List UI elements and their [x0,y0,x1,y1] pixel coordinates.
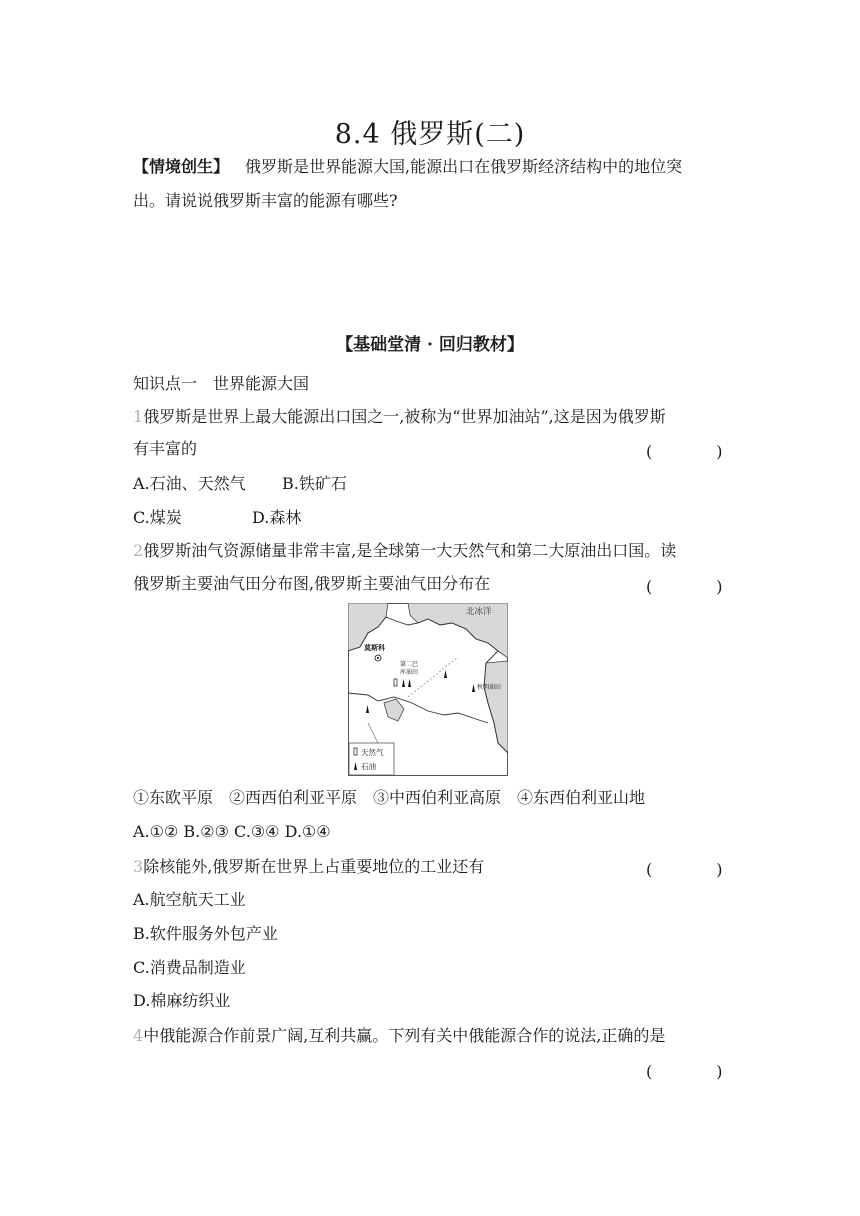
knowledge-point: 知识点一 世界能源大国 [133,374,310,393]
q3-option-a: A.航空航天工业 [133,890,246,909]
gas-marker [394,679,397,686]
q3-number: 3 [133,857,144,876]
q2-stem: 俄罗斯油气资源储量非常丰富,是全球第一大天然气和第二大原油出口国。读 [143,541,677,560]
samotlor-label: 秋明油田 [477,684,502,691]
intro-line-1 [133,157,682,177]
intro-line-2: 出。请说说俄罗斯丰富的能源有哪些? [133,191,398,210]
q2-regions: ①东欧平原 ②西西伯利亚平原 ③中西伯利亚高原 ④东西伯利亚山地 [133,788,646,807]
q3-option-d: D.棉麻纺织业 [133,991,231,1010]
page-title: 8.4 俄罗斯(二) [334,119,526,150]
q1-option-a: A.石油、天然气 [133,474,246,493]
q2-number: 2 [133,541,144,560]
q2-options: A.①② B.②③ C.③④ D.①④ [133,822,331,841]
q1-option-b: B.铁矿石 [282,474,347,493]
field-label-2: 库油田 [400,669,419,676]
q4-line [133,1026,665,1046]
arctic-ocean-label: 北冰洋 [466,607,492,617]
field-label-1: 第二巴 [400,661,419,668]
legend-gas-icon [354,748,357,755]
q3-line [133,857,484,877]
q1-option-c: C.煤炭 [133,508,182,527]
q1-answer-blank: ( ) [646,442,723,461]
q2-answer-blank: ( ) [646,577,723,596]
q1-line-2: 有丰富的 [133,439,198,458]
intro-text-1: 俄罗斯是世界能源大国,能源出口在俄罗斯经济结构中的地位突 [245,157,683,176]
russia-oil-gas-map [348,603,508,776]
q1-option-d: D.森林 [252,508,302,527]
section-title: 【基础堂清 · 回归教材】 [336,335,524,355]
legend-gas-label: 天然气 [361,748,384,757]
q2-line-1 [133,541,676,561]
q1-number: 1 [133,407,144,426]
moscow-label: 莫斯科 [364,644,385,652]
intro-label: 【情境创生】 [133,157,230,176]
q4-stem: 中俄能源合作前景广阔,互利共赢。下列有关中俄能源合作的说法,正确的是 [143,1026,666,1045]
legend-oil-label: 石油 [361,762,376,771]
q1-line-1 [133,407,666,427]
q3-option-c: C.消费品制造业 [133,958,246,977]
q4-answer-blank: ( ) [646,1062,723,1081]
q3-answer-blank: ( ) [646,860,723,879]
q2-line-2: 俄罗斯主要油气田分布图,俄罗斯主要油气田分布在 [133,574,491,593]
q1-stem: 俄罗斯是世界上最大能源出口国之一,被称为“世界加油站”,这是因为俄罗斯 [143,407,666,426]
q3-stem: 除核能外,俄罗斯在世界上占重要地位的工业还有 [143,857,485,876]
q4-number: 4 [133,1026,144,1045]
q3-option-b: B.软件服务外包产业 [133,924,278,943]
